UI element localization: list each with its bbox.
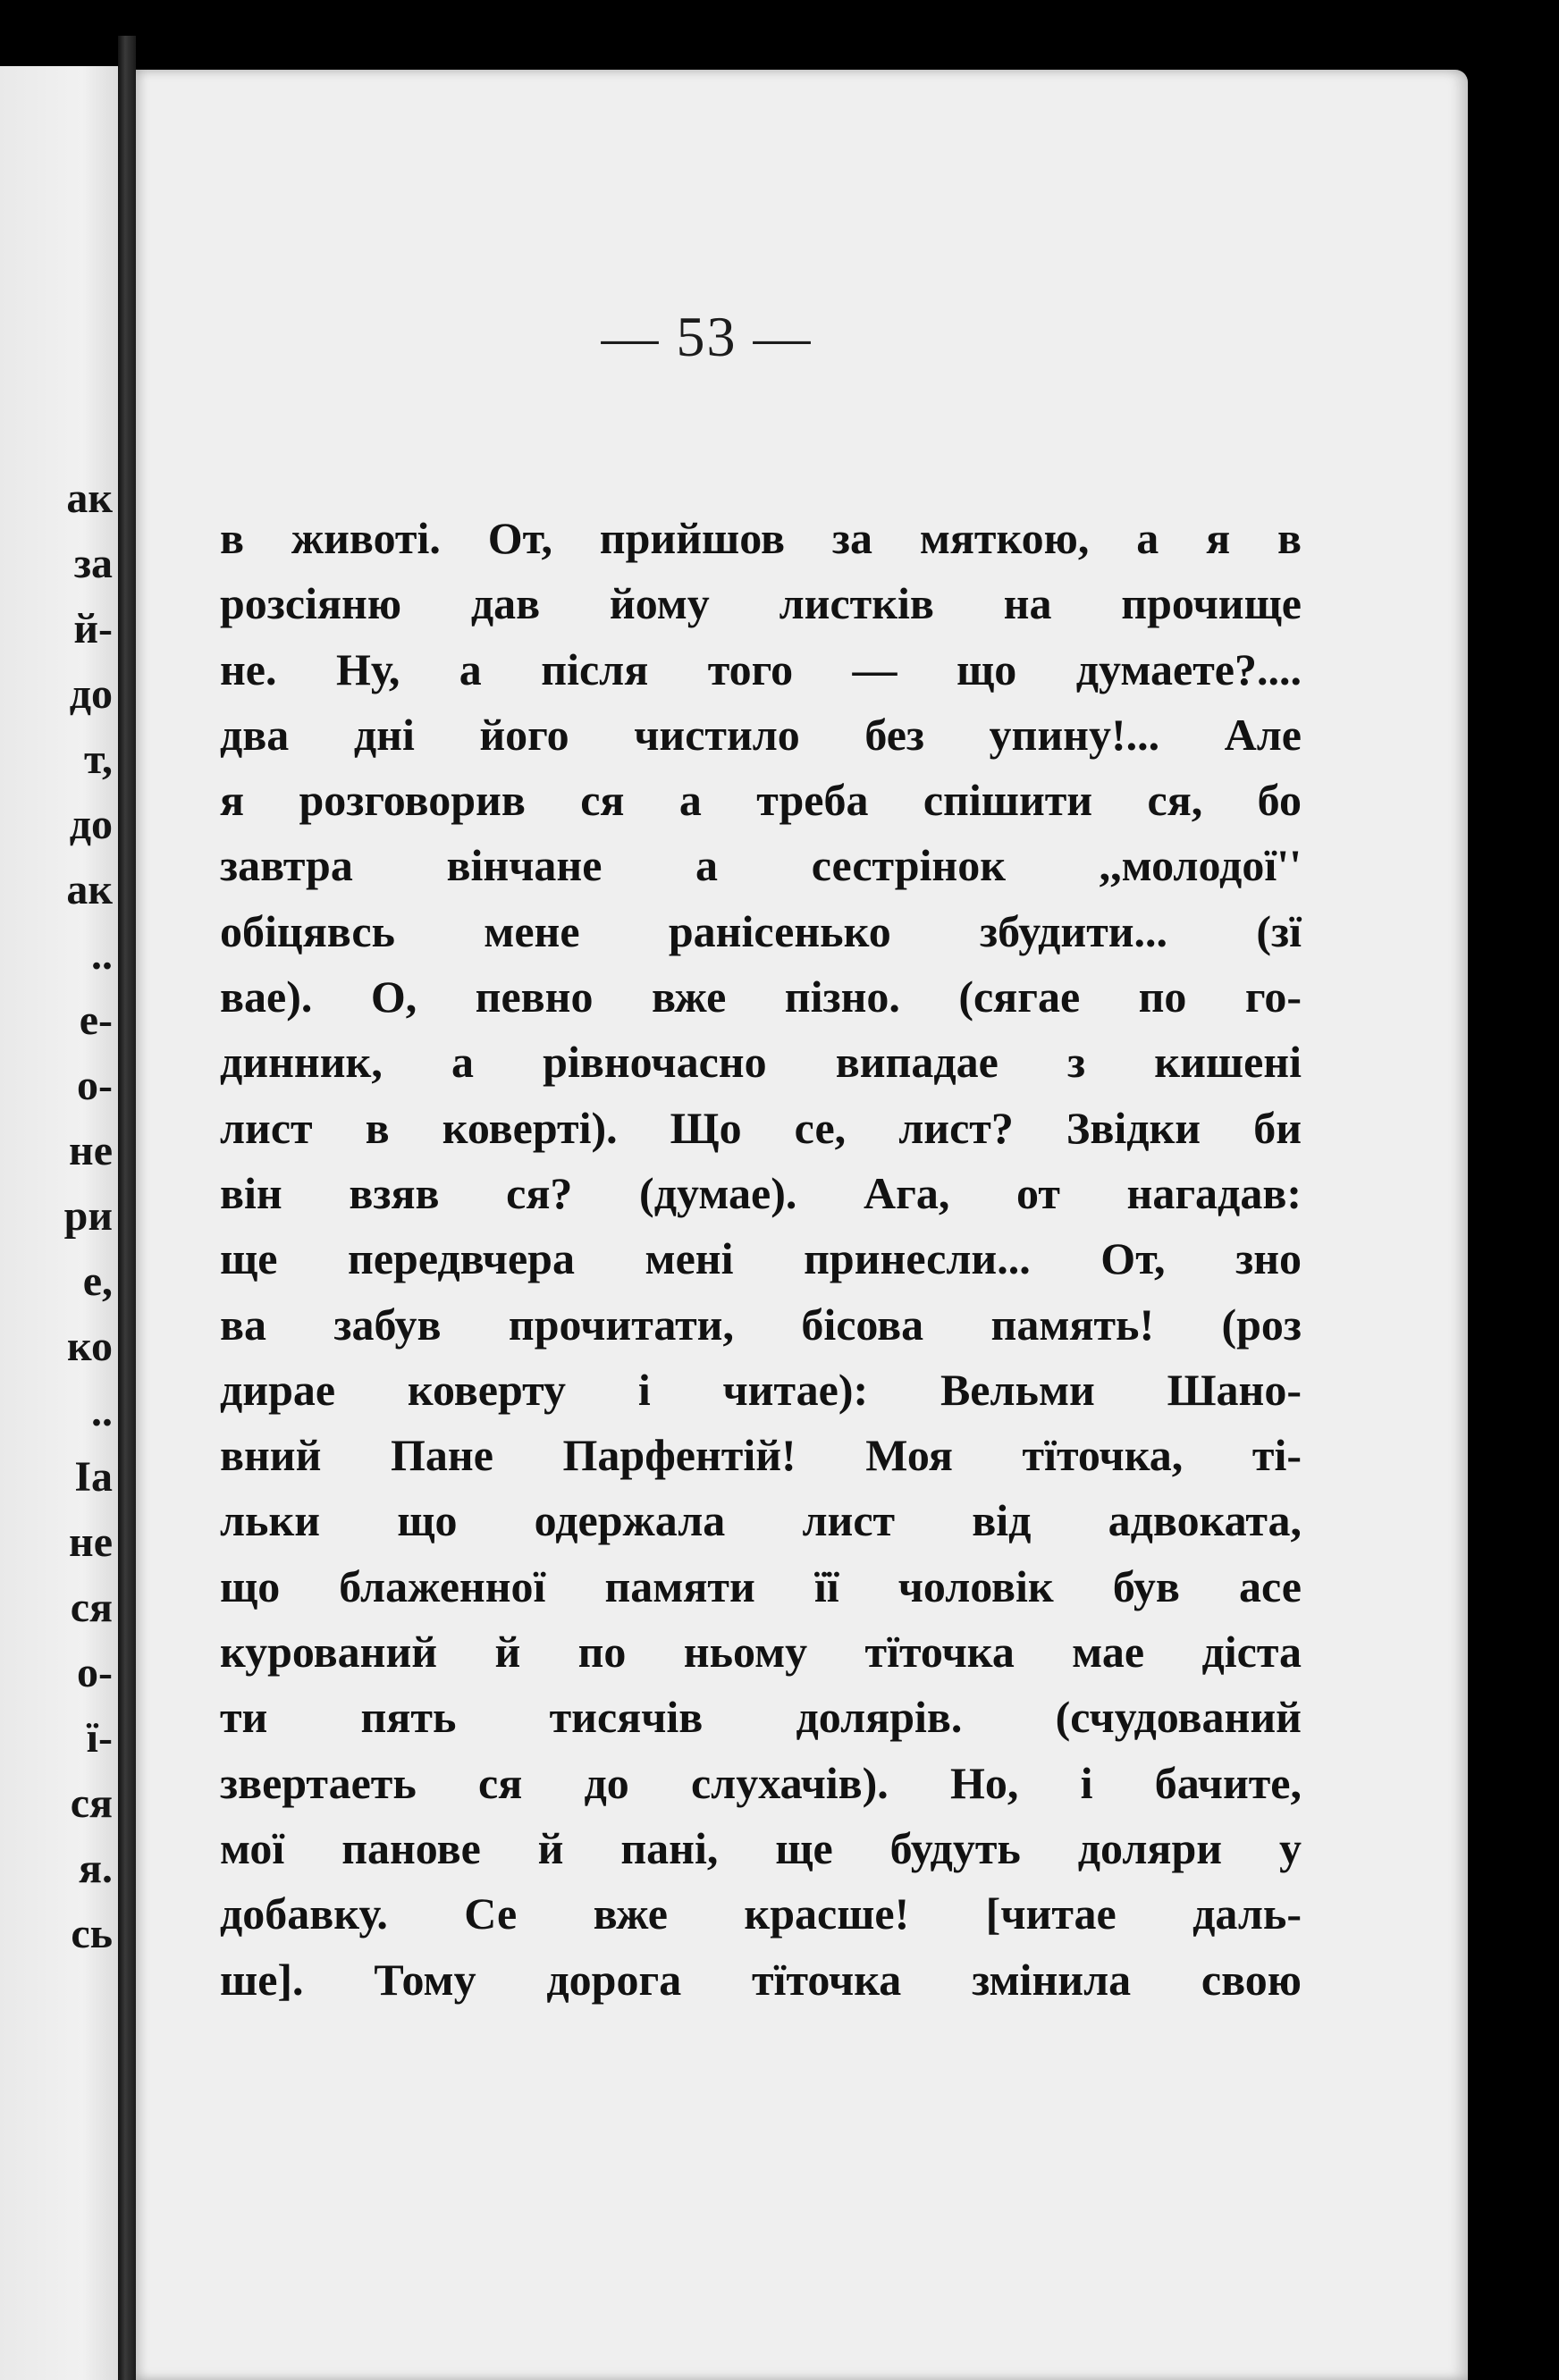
text-line: завтра вінчане а сестрінок ,,молодої'' <box>220 840 1302 891</box>
book-page <box>136 70 1468 2380</box>
text-line: розсіяню дав йому листків на прочище <box>220 578 1302 629</box>
previous-page-fragment: Іа <box>74 1453 113 1501</box>
text-line: льки що одержала лист від адвоката, <box>220 1495 1302 1546</box>
text-line: я розговорив ся а треба спішити ся, бо <box>220 775 1302 826</box>
previous-page-fragment: ся <box>70 1584 113 1631</box>
text-line: вае). О, певно вже пізно. (сягае по го- <box>220 971 1302 1022</box>
text-line: він взяв ся? (думае). Ага, от нагадав: <box>220 1167 1302 1218</box>
text-line: не. Ну, а після того — що думаете?.... <box>220 643 1302 694</box>
previous-page-fragment: до <box>69 801 113 848</box>
previous-page-fragment: за <box>73 540 113 587</box>
text-line: дирае коверту і читае): Вельми Шано- <box>220 1364 1302 1415</box>
previous-page-fragment: о- <box>77 1649 113 1696</box>
previous-page-fragment: т, <box>84 736 113 783</box>
previous-page-fragment: не <box>69 1127 113 1174</box>
text-line: лист в коверті). Що се, лист? Звідки би <box>220 1102 1302 1153</box>
text-line: ще передвчера мені принесли... От, зно <box>220 1233 1302 1284</box>
previous-page-fragment: е, <box>82 1257 113 1305</box>
page-number: — 53 — <box>601 305 813 368</box>
previous-page-fragment: ї- <box>86 1714 113 1762</box>
previous-page-fragment: ак <box>66 475 113 522</box>
previous-page-fragment: ри <box>63 1192 113 1240</box>
text-line: звертаеть ся до слухачів). Но, і бачите, <box>220 1757 1302 1808</box>
text-line: динник, а рівночасно випадае з кишені <box>220 1037 1302 1088</box>
text-line: ва забув прочитати, бісова память! (роз <box>220 1299 1302 1350</box>
book-gutter <box>118 36 136 2380</box>
previous-page-fragment: ся <box>70 1779 113 1827</box>
text-line: вний Пане Парфентій! Моя тїточка, ті- <box>220 1430 1302 1481</box>
text-line: ше]. Тому дорога тїточка змінила свою <box>220 1954 1302 2005</box>
previous-page-fragment: й- <box>73 605 113 652</box>
text-line: два дні його чистило без упину!... Але <box>220 709 1302 760</box>
text-line: в животі. От, прийшов за мяткою, а я в <box>220 513 1302 563</box>
previous-page-fragment: .. <box>91 1388 113 1435</box>
previous-page-fragment: до <box>69 670 113 718</box>
page-text <box>220 506 1302 2013</box>
previous-page-fragment: о- <box>77 1062 113 1109</box>
previous-page-fragment: ко <box>66 1323 113 1370</box>
previous-page-fragment: сь <box>71 1910 113 1957</box>
previous-page-edge <box>0 66 118 2380</box>
previous-page-fragment: ак <box>66 866 113 913</box>
text-line: що блаженної памяти її чоловік був асе <box>220 1560 1302 1611</box>
previous-page-fragment: не <box>69 1518 113 1566</box>
text-line: ти пять тисячів долярів. (счудований <box>220 1692 1302 1743</box>
previous-page-fragment: е- <box>79 997 113 1044</box>
text-line: мої панове й пані, ще будуть доляри у <box>220 1822 1302 1873</box>
previous-page-fragment: я. <box>79 1845 113 1892</box>
text-line: курований й по ньому тїточка мае діста <box>220 1627 1302 1678</box>
text-line: добавку. Се вже красше! [читае даль- <box>220 1888 1302 1939</box>
text-line: обіцявсь мене ранісенько збудити... (зї <box>220 905 1302 956</box>
previous-page-fragment: .. <box>91 931 113 979</box>
